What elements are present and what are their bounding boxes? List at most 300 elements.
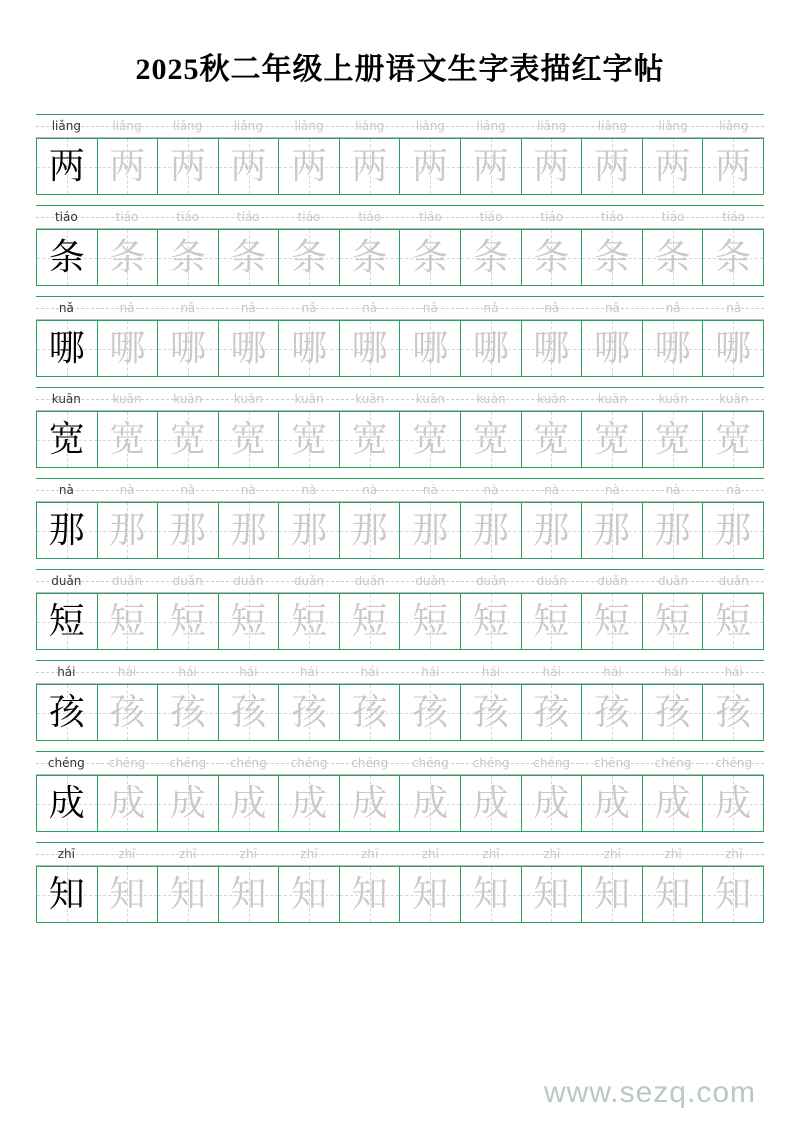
pinyin-trace: chéng xyxy=(411,756,449,770)
character-cell[interactable] xyxy=(340,412,401,468)
pinyin-trace: kuān xyxy=(173,392,203,406)
pinyin-trace: hái xyxy=(421,665,440,679)
pinyin-trace: chéng xyxy=(472,756,510,770)
pinyin-trace: zhī xyxy=(603,847,621,861)
character-cell[interactable] xyxy=(158,867,219,923)
character-cell[interactable] xyxy=(158,321,219,377)
pinyin-trace: chéng xyxy=(593,756,631,770)
character-trace: 哪 xyxy=(109,327,146,369)
character-trace: 那 xyxy=(291,509,328,551)
character-cell[interactable] xyxy=(279,412,340,468)
character-cell[interactable] xyxy=(340,230,401,286)
pinyin-trace: duǎn xyxy=(172,574,203,588)
pinyin-trace: chéng xyxy=(108,756,146,770)
pinyin-line xyxy=(36,751,764,775)
pinyin-trace: tiáo xyxy=(115,210,139,224)
character-trace: 短 xyxy=(291,600,328,642)
pinyin-trace: duǎn xyxy=(597,574,628,588)
character-cell[interactable] xyxy=(37,776,98,832)
character-cell[interactable] xyxy=(643,776,704,832)
practice-row xyxy=(36,296,764,377)
character-model: 成 xyxy=(48,782,85,824)
pinyin-model: kuān xyxy=(51,392,81,406)
character-cell[interactable] xyxy=(340,139,401,195)
character-cell[interactable] xyxy=(643,685,704,741)
character-cell[interactable] xyxy=(219,776,280,832)
character-cell[interactable] xyxy=(703,503,764,559)
pinyin-trace: hái xyxy=(299,665,319,679)
character-trace: 两 xyxy=(169,145,206,187)
character-cell[interactable] xyxy=(643,412,704,468)
character-trace: 那 xyxy=(412,509,449,551)
pinyin-trace: chéng xyxy=(654,756,692,770)
character-trace: 条 xyxy=(412,236,449,278)
pinyin-trace: hái xyxy=(481,665,501,679)
pinyin-trace: duǎn xyxy=(657,574,689,588)
character-cell[interactable] xyxy=(279,867,340,923)
character-cell[interactable] xyxy=(340,594,401,650)
pinyin-trace: kuān xyxy=(537,392,567,406)
character-trace: 那 xyxy=(169,509,206,551)
character-cell[interactable] xyxy=(279,776,340,832)
character-cell[interactable] xyxy=(400,139,461,195)
character-cell[interactable] xyxy=(400,412,461,468)
character-cell[interactable] xyxy=(279,230,340,286)
character-trace: 条 xyxy=(472,236,509,278)
pinyin-model: zhī xyxy=(57,847,75,861)
character-cell[interactable] xyxy=(279,594,340,650)
character-trace: 两 xyxy=(533,145,570,187)
character-line xyxy=(36,593,764,650)
character-trace: 知 xyxy=(230,873,267,915)
character-cell[interactable] xyxy=(219,321,280,377)
character-trace: 成 xyxy=(533,782,570,824)
character-trace: 宽 xyxy=(715,418,752,460)
pinyin-trace: liǎng xyxy=(294,119,324,133)
pinyin-trace: hái xyxy=(603,665,622,679)
character-trace: 知 xyxy=(533,873,570,915)
character-cell[interactable] xyxy=(461,503,522,559)
character-cell[interactable] xyxy=(582,867,643,923)
character-cell[interactable] xyxy=(522,776,583,832)
character-trace: 知 xyxy=(109,873,146,915)
character-model: 那 xyxy=(48,509,85,551)
character-cell[interactable] xyxy=(522,321,583,377)
character-cell[interactable] xyxy=(37,503,98,559)
character-line xyxy=(36,229,764,286)
character-cell[interactable] xyxy=(582,594,643,650)
pinyin-trace: hái xyxy=(542,665,561,679)
pinyin-trace: duǎn xyxy=(536,574,567,588)
character-cell[interactable] xyxy=(522,230,583,286)
character-cell[interactable] xyxy=(279,321,340,377)
character-cell[interactable] xyxy=(522,594,583,650)
pinyin-line xyxy=(36,205,764,229)
pinyin-trace: duǎn xyxy=(233,574,264,588)
pinyin-model: nà xyxy=(58,483,74,497)
pinyin-trace: tiáo xyxy=(419,210,442,224)
character-trace: 两 xyxy=(593,145,630,187)
pinyin-line xyxy=(36,387,764,411)
pinyin-trace: liǎng xyxy=(597,119,627,133)
character-cell[interactable] xyxy=(340,685,401,741)
character-cell[interactable] xyxy=(158,594,219,650)
pinyin-trace: zhī xyxy=(361,847,379,861)
character-trace: 成 xyxy=(109,782,146,824)
character-trace: 条 xyxy=(593,236,630,278)
character-cell[interactable] xyxy=(582,412,643,468)
character-cell[interactable] xyxy=(643,139,704,195)
pinyin-line xyxy=(36,296,764,320)
character-trace: 宽 xyxy=(351,418,388,460)
character-cell[interactable] xyxy=(703,230,764,286)
pinyin-trace: nà xyxy=(422,483,438,497)
character-trace: 宽 xyxy=(654,418,691,460)
character-cell[interactable] xyxy=(643,594,704,650)
pinyin-trace: chéng xyxy=(533,756,571,770)
character-cell[interactable] xyxy=(582,685,643,741)
pinyin-trace: liǎng xyxy=(658,119,688,133)
character-trace: 知 xyxy=(351,873,388,915)
pinyin-trace: tiáo xyxy=(661,210,685,224)
character-trace: 哪 xyxy=(412,327,449,369)
character-cell[interactable] xyxy=(461,321,522,377)
character-cell[interactable] xyxy=(279,685,340,741)
character-cell[interactable] xyxy=(461,685,522,741)
pinyin-trace: hái xyxy=(178,665,197,679)
character-trace: 宽 xyxy=(230,418,267,460)
pinyin-trace: kuān xyxy=(719,392,749,406)
character-cell[interactable] xyxy=(461,594,522,650)
character-model: 短 xyxy=(48,600,85,642)
character-cell[interactable] xyxy=(98,594,159,650)
character-trace: 哪 xyxy=(715,327,752,369)
pinyin-line xyxy=(36,114,764,138)
character-cell[interactable] xyxy=(643,867,704,923)
pinyin-trace: duǎn xyxy=(718,574,749,588)
character-trace: 孩 xyxy=(230,691,267,733)
character-cell[interactable] xyxy=(340,503,401,559)
character-trace: 那 xyxy=(230,509,267,551)
pinyin-trace: hái xyxy=(663,665,683,679)
character-cell[interactable] xyxy=(643,321,704,377)
pinyin-trace: kuān xyxy=(294,392,324,406)
pinyin-trace: nà xyxy=(665,483,681,497)
pinyin-trace: nǎ xyxy=(362,301,378,315)
character-trace: 那 xyxy=(351,509,388,551)
pinyin-line xyxy=(36,569,764,593)
character-trace: 两 xyxy=(412,145,449,187)
character-cell[interactable] xyxy=(522,503,583,559)
character-cell[interactable] xyxy=(340,867,401,923)
character-trace: 两 xyxy=(715,145,752,187)
pinyin-trace: nǎ xyxy=(726,301,742,315)
character-trace: 那 xyxy=(472,509,509,551)
character-cell[interactable] xyxy=(219,139,280,195)
pinyin-trace: zhī xyxy=(725,847,743,861)
character-cell[interactable] xyxy=(98,230,159,286)
character-cell[interactable] xyxy=(703,594,764,650)
character-trace: 两 xyxy=(351,145,388,187)
pinyin-trace: nǎ xyxy=(483,301,499,315)
pinyin-trace: nà xyxy=(544,483,560,497)
character-trace: 孩 xyxy=(351,691,388,733)
pinyin-trace: hái xyxy=(724,665,743,679)
practice-row xyxy=(36,751,764,832)
pinyin-trace: nà xyxy=(604,483,620,497)
character-cell[interactable] xyxy=(400,230,461,286)
character-cell[interactable] xyxy=(37,230,98,286)
character-cell[interactable] xyxy=(703,412,764,468)
character-model: 条 xyxy=(48,236,85,278)
pinyin-model: duǎn xyxy=(51,574,82,588)
character-trace: 短 xyxy=(593,600,630,642)
character-trace: 两 xyxy=(291,145,328,187)
character-cell[interactable] xyxy=(158,685,219,741)
character-cell[interactable] xyxy=(400,867,461,923)
pinyin-model: liǎng xyxy=(51,119,81,133)
character-cell[interactable] xyxy=(522,867,583,923)
character-cell[interactable] xyxy=(158,503,219,559)
character-cell[interactable] xyxy=(340,776,401,832)
character-trace: 孩 xyxy=(593,691,630,733)
character-cell[interactable] xyxy=(340,321,401,377)
pinyin-trace: chéng xyxy=(229,756,267,770)
pinyin-trace: hái xyxy=(239,665,258,679)
character-cell[interactable] xyxy=(582,230,643,286)
character-cell[interactable] xyxy=(582,139,643,195)
pinyin-trace: tiáo xyxy=(722,210,746,224)
character-trace: 知 xyxy=(593,873,630,915)
character-trace: 条 xyxy=(654,236,691,278)
pinyin-trace: kuān xyxy=(112,392,142,406)
pinyin-trace: tiáo xyxy=(540,210,564,224)
pinyin-trace: kuān xyxy=(233,392,263,406)
character-trace: 成 xyxy=(230,782,267,824)
character-trace: 成 xyxy=(351,782,388,824)
character-trace: 孩 xyxy=(533,691,570,733)
pinyin-model: nǎ xyxy=(58,301,74,315)
character-trace: 那 xyxy=(109,509,146,551)
character-trace: 知 xyxy=(291,873,328,915)
character-trace: 孩 xyxy=(412,691,449,733)
character-trace: 孩 xyxy=(472,691,509,733)
character-cell[interactable] xyxy=(158,776,219,832)
character-cell[interactable] xyxy=(219,230,280,286)
character-cell[interactable] xyxy=(703,685,764,741)
character-cell[interactable] xyxy=(37,412,98,468)
practice-row xyxy=(36,842,764,923)
character-cell[interactable] xyxy=(643,230,704,286)
pinyin-trace: nà xyxy=(119,483,135,497)
pinyin-trace: liǎng xyxy=(112,119,142,133)
character-cell[interactable] xyxy=(461,867,522,923)
character-cell[interactable] xyxy=(37,139,98,195)
pinyin-trace: nà xyxy=(483,483,499,497)
character-cell[interactable] xyxy=(219,412,280,468)
character-cell[interactable] xyxy=(37,685,98,741)
pinyin-trace: nǎ xyxy=(544,301,560,315)
character-cell[interactable] xyxy=(522,412,583,468)
character-cell[interactable] xyxy=(219,867,280,923)
pinyin-trace: nǎ xyxy=(240,301,256,315)
pinyin-trace: tiáo xyxy=(297,210,321,224)
pinyin-trace: duǎn xyxy=(415,574,446,588)
character-cell[interactable] xyxy=(98,139,159,195)
character-cell[interactable] xyxy=(522,139,583,195)
character-cell[interactable] xyxy=(37,594,98,650)
character-model: 哪 xyxy=(48,327,85,369)
character-trace: 短 xyxy=(412,600,449,642)
pinyin-trace: nǎ xyxy=(301,301,317,315)
character-cell[interactable] xyxy=(400,321,461,377)
pinyin-trace: liǎng xyxy=(173,119,203,133)
pinyin-trace: zhī xyxy=(482,847,500,861)
character-trace: 条 xyxy=(109,236,146,278)
pinyin-trace: liǎng xyxy=(537,119,567,133)
character-line xyxy=(36,684,764,741)
character-cell[interactable] xyxy=(703,321,764,377)
pinyin-trace: hái xyxy=(360,665,379,679)
character-cell[interactable] xyxy=(461,230,522,286)
character-cell[interactable] xyxy=(219,503,280,559)
character-trace: 短 xyxy=(109,600,146,642)
pinyin-trace: duǎn xyxy=(293,574,325,588)
character-cell[interactable] xyxy=(158,139,219,195)
pinyin-model: tiáo xyxy=(54,210,78,224)
pinyin-trace: nǎ xyxy=(665,301,681,315)
character-cell[interactable] xyxy=(703,139,764,195)
character-cell[interactable] xyxy=(461,412,522,468)
character-cell[interactable] xyxy=(582,776,643,832)
pinyin-trace: duǎn xyxy=(111,574,143,588)
character-cell[interactable] xyxy=(37,867,98,923)
pinyin-trace: tiáo xyxy=(601,210,624,224)
character-trace: 宽 xyxy=(533,418,570,460)
pinyin-trace: nà xyxy=(726,483,742,497)
watermark: www.sezq.com xyxy=(543,1076,756,1109)
character-trace: 哪 xyxy=(593,327,630,369)
pinyin-trace: liǎng xyxy=(476,119,506,133)
pinyin-trace: kuān xyxy=(355,392,385,406)
character-cell[interactable] xyxy=(703,867,764,923)
character-trace: 两 xyxy=(109,145,146,187)
practice-row xyxy=(36,478,764,559)
character-cell[interactable] xyxy=(219,685,280,741)
pinyin-trace: nà xyxy=(240,483,256,497)
practice-sheet xyxy=(36,114,764,923)
character-trace: 成 xyxy=(472,782,509,824)
practice-row xyxy=(36,205,764,286)
character-cell[interactable] xyxy=(158,412,219,468)
practice-row xyxy=(36,660,764,741)
pinyin-trace: kuān xyxy=(476,392,506,406)
character-line xyxy=(36,138,764,195)
character-trace: 两 xyxy=(472,145,509,187)
pinyin-line xyxy=(36,478,764,502)
character-cell[interactable] xyxy=(158,230,219,286)
character-cell[interactable] xyxy=(98,503,159,559)
pinyin-trace: nà xyxy=(180,483,196,497)
character-line xyxy=(36,502,764,559)
character-line xyxy=(36,866,764,923)
character-cell[interactable] xyxy=(400,685,461,741)
character-cell[interactable] xyxy=(400,594,461,650)
character-trace: 哪 xyxy=(654,327,691,369)
character-cell[interactable] xyxy=(219,594,280,650)
pinyin-trace: tiáo xyxy=(236,210,260,224)
pinyin-trace: duǎn xyxy=(354,574,385,588)
character-cell[interactable] xyxy=(279,139,340,195)
character-trace: 成 xyxy=(593,782,630,824)
character-trace: 知 xyxy=(472,873,509,915)
pinyin-trace: kuān xyxy=(597,392,627,406)
pinyin-model: hái xyxy=(57,665,76,679)
pinyin-trace: nǎ xyxy=(422,301,438,315)
character-trace: 短 xyxy=(533,600,570,642)
pinyin-trace: nà xyxy=(362,483,378,497)
character-trace: 宽 xyxy=(593,418,630,460)
character-cell[interactable] xyxy=(522,685,583,741)
character-cell[interactable] xyxy=(98,685,159,741)
character-trace: 条 xyxy=(533,236,570,278)
character-cell[interactable] xyxy=(461,139,522,195)
character-cell[interactable] xyxy=(98,776,159,832)
character-cell[interactable] xyxy=(582,503,643,559)
character-trace: 孩 xyxy=(109,691,146,733)
character-cell[interactable] xyxy=(582,321,643,377)
character-trace: 孩 xyxy=(291,691,328,733)
page-title: 2025秋二年级上册语文生字表描红字帖 xyxy=(135,53,665,86)
character-trace: 短 xyxy=(654,600,691,642)
character-cell[interactable] xyxy=(98,321,159,377)
character-cell[interactable] xyxy=(643,503,704,559)
pinyin-trace: nǎ xyxy=(180,301,196,315)
character-cell[interactable] xyxy=(400,776,461,832)
pinyin-trace: zhī xyxy=(421,847,439,861)
pinyin-line xyxy=(36,660,764,684)
character-cell[interactable] xyxy=(98,867,159,923)
character-trace: 那 xyxy=(593,509,630,551)
character-cell[interactable] xyxy=(279,503,340,559)
character-trace: 宽 xyxy=(291,418,328,460)
character-trace: 哪 xyxy=(291,327,328,369)
character-trace: 知 xyxy=(715,873,752,915)
pinyin-trace: zhī xyxy=(239,847,257,861)
character-trace: 那 xyxy=(715,509,752,551)
character-trace: 两 xyxy=(230,145,267,187)
pinyin-trace: zhī xyxy=(179,847,197,861)
character-cell[interactable] xyxy=(37,321,98,377)
character-trace: 那 xyxy=(654,509,691,551)
character-cell[interactable] xyxy=(703,776,764,832)
pinyin-line xyxy=(36,842,764,866)
character-trace: 短 xyxy=(351,600,388,642)
character-trace: 宽 xyxy=(412,418,449,460)
character-trace: 短 xyxy=(472,600,509,642)
pinyin-trace: hái xyxy=(117,665,137,679)
character-trace: 短 xyxy=(715,600,752,642)
character-trace: 知 xyxy=(412,873,449,915)
character-trace: 宽 xyxy=(472,418,509,460)
character-trace: 孩 xyxy=(654,691,691,733)
character-model: 知 xyxy=(48,873,85,915)
character-trace: 条 xyxy=(169,236,206,278)
character-cell[interactable] xyxy=(400,503,461,559)
character-cell[interactable] xyxy=(461,776,522,832)
character-cell[interactable] xyxy=(98,412,159,468)
pinyin-trace: zhī xyxy=(664,847,682,861)
